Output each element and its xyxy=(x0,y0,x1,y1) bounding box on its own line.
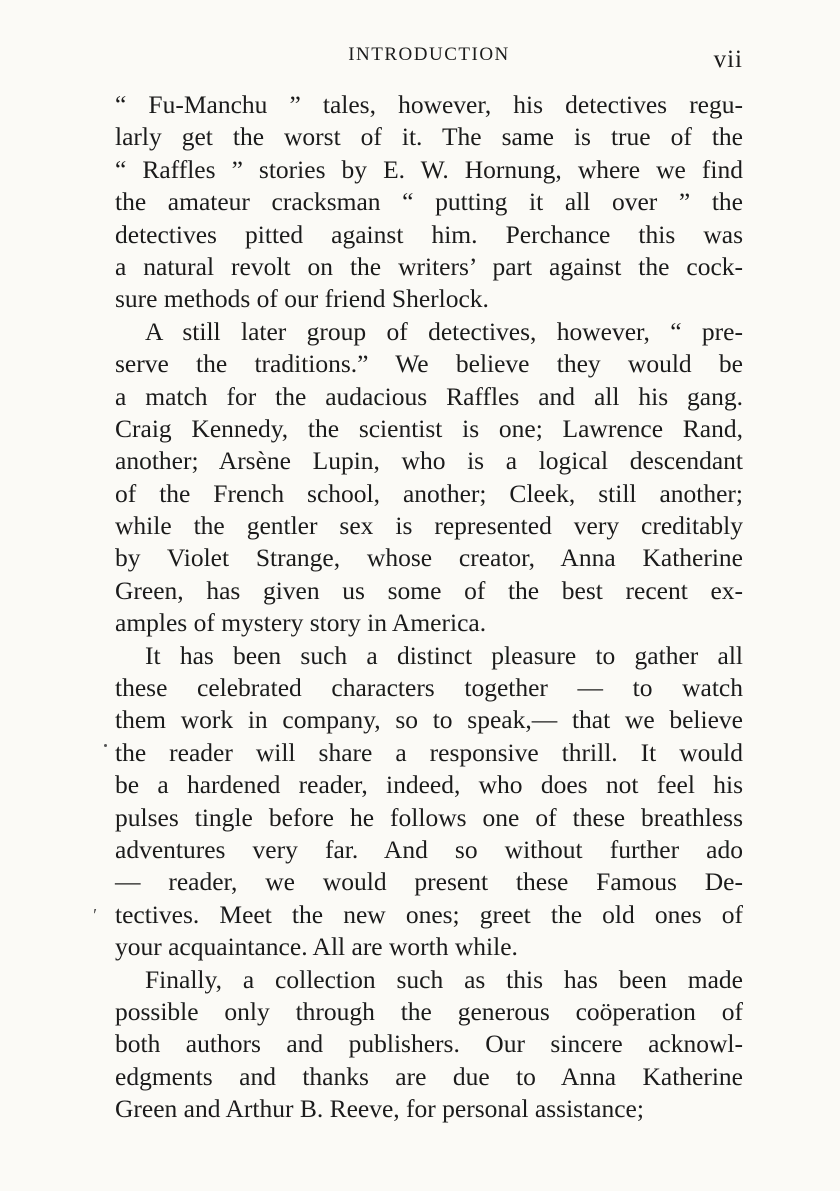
text-line: adventures very far. And so without further ado xyxy=(115,834,743,864)
text-line: edgments and thanks are due to Anna Katherine xyxy=(115,1061,743,1091)
text-line: while the gentler sex is represented very creditably xyxy=(115,511,743,541)
text-line: by Violet Strange, whose creator, Anna Katherine xyxy=(115,543,743,573)
text-line: the amateur cracksman “ putting it all over ” the xyxy=(115,187,743,217)
text-line: Finally, a collection such as this has been made xyxy=(145,964,743,994)
text-line: a natural revolt on the writers’ part against the cock- xyxy=(115,251,743,281)
text-line: — reader, we would present these Famous De- xyxy=(115,867,743,897)
text-line: these celebrated characters together — to watch xyxy=(115,673,743,703)
page-number: vii xyxy=(713,46,743,73)
chapter-title: INTRODUCTION xyxy=(348,44,510,65)
text-line: serve the traditions.” We believe they would be xyxy=(115,349,743,379)
text-line: be a hardened reader, indeed, who does not feel his xyxy=(115,770,743,800)
text-line: larly get the worst of it. The same is true of the xyxy=(115,122,743,152)
text-line: detectives pitted against him. Perchance this was xyxy=(115,219,743,249)
text-line: a match for the audacious Raffles and all his gang. xyxy=(115,381,743,411)
text-line: Green and Arthur B. Reeve, for personal assistance; xyxy=(115,1094,644,1124)
text-line: It has been such a distinct pleasure to gather all xyxy=(145,640,743,670)
text-line: sure methods of our friend Sherlock. xyxy=(115,284,489,314)
text-line: them work in company, so to speak,— that we believe xyxy=(115,705,743,735)
text-line: both authors and publishers. Our sincere acknowl- xyxy=(115,1029,743,1059)
text-line: amples of mystery story in America. xyxy=(115,608,487,638)
text-line: possible only through the generous coöperation of xyxy=(115,996,743,1026)
text-line: another; Arsène Lupin, who is a logical descendant xyxy=(115,446,743,476)
margin-speck xyxy=(104,744,107,747)
text-line: pulses tingle before he follows one of these breathless xyxy=(115,802,743,832)
text-line: the reader will share a responsive thrill. It would xyxy=(115,737,743,767)
text-line: your acquaintance. All are worth while. xyxy=(115,932,518,962)
text-line: Craig Kennedy, the scientist is one; Lawrence Rand, xyxy=(115,413,743,443)
text-line: Green, has given us some of the best recent ex- xyxy=(115,575,743,605)
text-line: of the French school, another; Cleek, still another; xyxy=(115,478,743,508)
text-line: “ Raffles ” stories by E. W. Hornung, where we find xyxy=(115,154,743,184)
margin-tick-mark: ′ xyxy=(92,905,96,925)
running-header xyxy=(115,44,743,74)
body-text xyxy=(115,89,743,1126)
text-line: “ Fu-Manchu ” tales, however, his detectives regu- xyxy=(115,90,743,119)
text-line: tectives. Meet the new ones; greet the old ones of xyxy=(115,899,743,929)
text-line: A still later group of detectives, however, “ pre- xyxy=(145,316,743,346)
